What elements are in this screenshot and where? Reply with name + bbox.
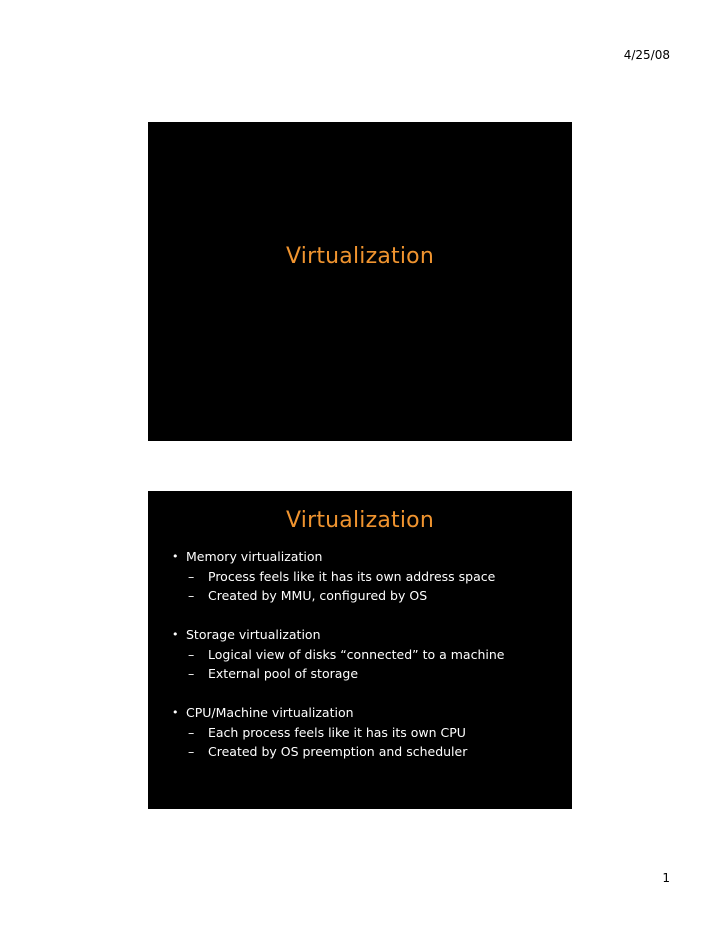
bullet-list [172,547,562,781]
page-number: 1 [662,871,670,885]
sub-bullet-item: – Created by MMU, configured by OS [188,586,562,606]
sub-bullet-list [186,645,562,684]
slide-1 [148,122,572,441]
bullet-item [172,703,562,762]
slide-1-title: Virtualization [286,244,434,269]
slide-2 [148,491,572,809]
bullet-text: Storage virtualization [186,627,321,642]
bullet-text: Memory virtualization [186,549,323,564]
bullet-text: CPU/Machine virtualization [186,705,354,720]
sub-bullet-list [186,723,562,762]
bullet-item [172,547,562,606]
bullet-item [172,625,562,684]
sub-bullet-item: – Each process feels like it has its own CPU [188,723,562,743]
sub-bullet-item: – External pool of storage [188,664,562,684]
sub-bullet-list [186,567,562,606]
slide-2-title: Virtualization [286,508,434,533]
sub-bullet-item: – Logical view of disks “connected” to a machine [188,645,562,665]
page-date: 4/25/08 [623,48,670,62]
sub-bullet-item: – Created by OS preemption and scheduler [188,742,562,762]
sub-bullet-item: – Process feels like it has its own address space [188,567,562,587]
